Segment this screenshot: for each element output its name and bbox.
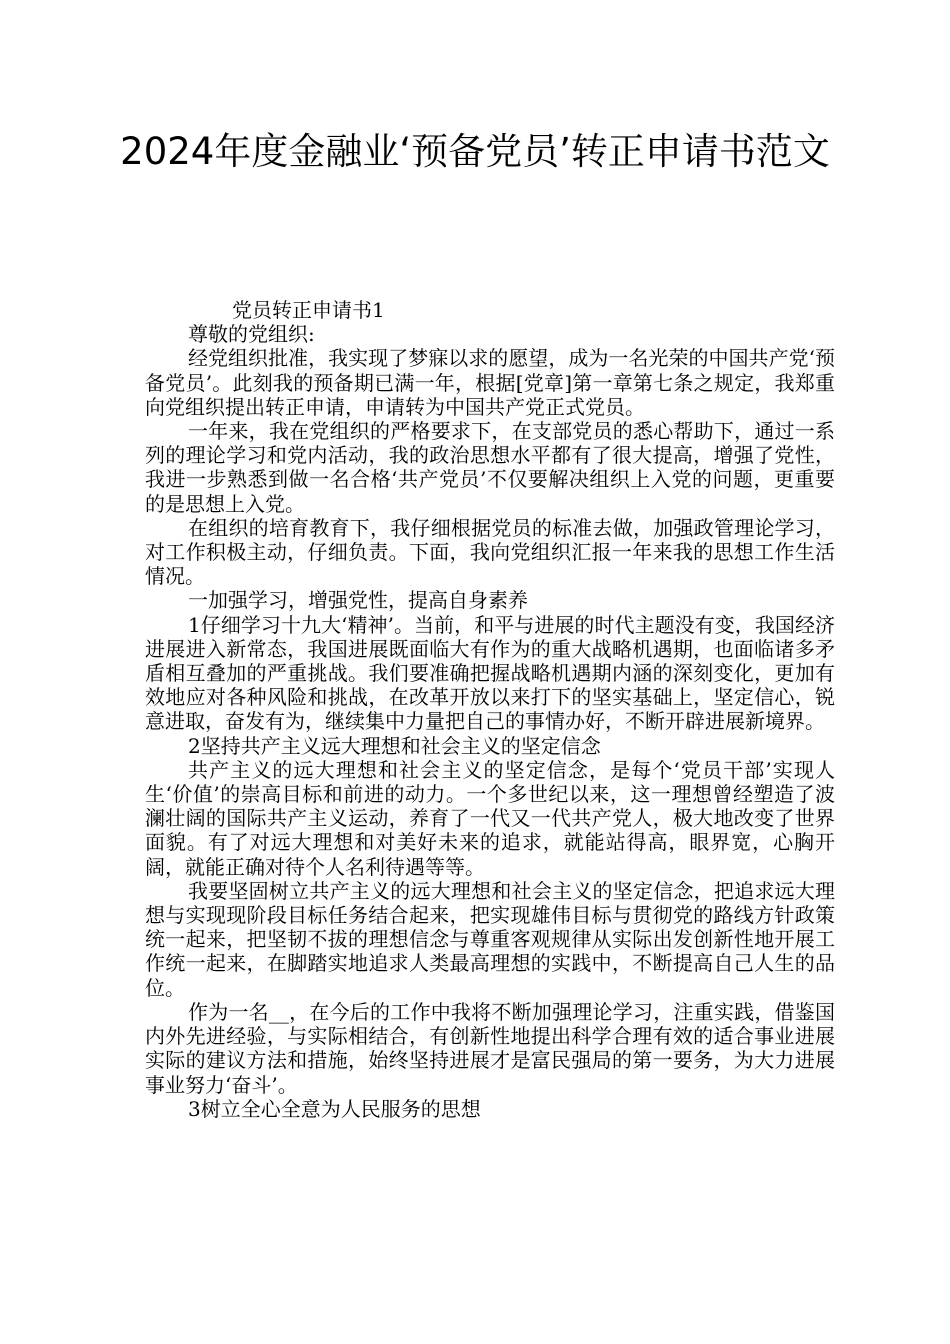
document-title: 2024年度金融业‘预备党员’转正申请书范文 (120, 130, 830, 173)
subheading: 2坚持共产主义远大理想和社会主义的坚定信念 (188, 733, 601, 758)
paragraph: 经党组织批准，我实现了梦寐以求的愿望，成为一名光荣的中国共产党‘预备党员’。此刻我的预备期已满一年，根据[党章]第一章第七条之规定，我郑重向党组织提出转正申请，申请转为中国共产党正式党员。 (145, 346, 835, 419)
paragraph: 在组织的培育教育下，我仔细根据党员的标准去做，加强政管理论学习，对工作积极主动，仔细负责。下面，我向党组织汇报一年来我的思想工作生活情况。 (145, 515, 835, 589)
paragraph: 作为一名__，在今后的工作中我将不断加强理论学习，注重实践，借鉴国内外先进经验，与实际相结合，有创新性地提出科学合理有效的适合事业进展实际的建议方法和措施，始终坚持进展才是富民强局的第一要务，为大力进展事业努力‘奋斗’。 (145, 999, 835, 1097)
paragraph: 1仔细学习十九大‘精神’。当前，和平与进展的时代主题没有变，我国经济进展进入新常态，我国进展既面临大有作为的重大战略机遇期，也面临诸多矛盾相互叠加的严重挑战。我们要准确把握战略机遇期内涵的深刻变化，更加有效地应对各种风险和挑战，在改革开放以来打下的坚实基础上，坚定信心，锐意进取，奋发有为，继续集中力量把自己的事情办好，不断开辟进展新境界。 (145, 612, 835, 734)
subheading: 一加强学习，增强党性，提高自身素养 (188, 588, 528, 613)
section-heading: 党员转正申请书1 (232, 298, 385, 322)
paragraph: 共产主义的远大理想和社会主义的坚定信念，是每个‘党员干部’实现人生‘价值’的崇高目标和前进的动力。一个多世纪以来，这一理想曾经塑造了波澜壮阔的国际共产主义运动，养育了一代又一代共产党人，极大地改变了世界面貌。有了对远大理想和对美好未来的追求，就能站得高，眼界宽，心胸开阔，就能正确对待个人名利待遇等等。 (145, 757, 835, 879)
paragraph: 一年来，我在党组织的严格要求下，在支部党员的悉心帮助下，通过一系列的理论学习和党内活动，我的政治思想水平都有了很大提高，增强了党性，我进一步熟悉到做一名合格‘共产党员’不仅要解决组织上入党的问题，更重要的是思想上入党。 (145, 419, 835, 516)
subheading: 3树立全心全意为人民服务的思想 (188, 1096, 481, 1121)
document-body (145, 298, 835, 1121)
paragraph: 我要坚固树立共产主义的远大理想和社会主义的坚定信念，把追求远大理想与实现现阶段目标任务结合起来，把实现雄伟目标与贯彻党的路线方针政策统一起来，把坚韧不拔的理想信念与尊重客观规律从实际出发创新性地开展工作统一起来，在脚踏实地追求人类最高理想的实践中，不断提高自己人生的品位。 (145, 878, 835, 1000)
salutation: 尊敬的党组织: (188, 322, 315, 347)
